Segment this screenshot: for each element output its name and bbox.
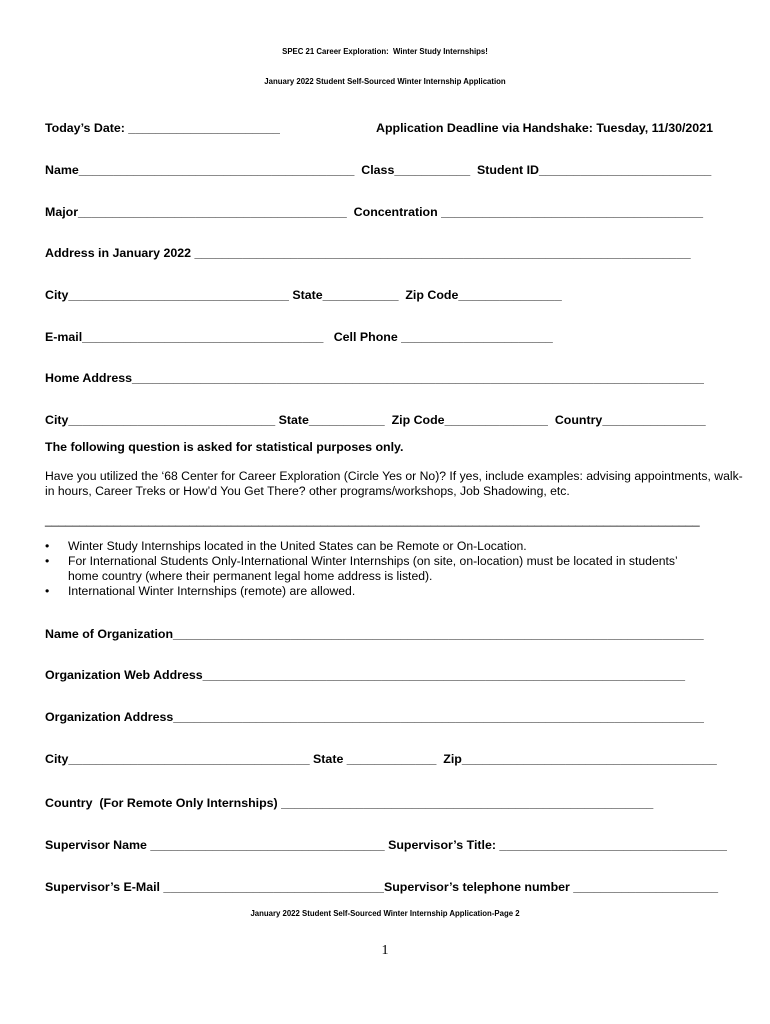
- home-address-field[interactable]: Home Address___________________________________________________________________________________: [45, 371, 704, 385]
- organization-address-field[interactable]: Organization Address_____________________________________________________________________________: [45, 710, 704, 724]
- todays-date-field[interactable]: Today’s Date: ______________________: [45, 121, 280, 135]
- home-city-state-zip-country-row[interactable]: City______________________________ State___________ Zip Code_______________ Country_______________: [45, 413, 706, 427]
- bullet-icon: •: [45, 539, 50, 553]
- city-state-zip-row[interactable]: City________________________________ State___________ Zip Code_______________: [45, 288, 562, 302]
- bullet-icon: •: [45, 584, 50, 598]
- bullet-icon: •: [45, 554, 50, 568]
- statistical-heading: The following question is asked for statistical purposes only.: [45, 440, 404, 454]
- application-deadline: Application Deadline via Handshake: Tuesday, 11/30/2021: [376, 121, 713, 135]
- list-item: • International Winter Internships (remote) are allowed.: [45, 584, 356, 598]
- question-answer-line[interactable]: _______________________________________________________________________________________________: [45, 513, 700, 527]
- email-cellphone-row[interactable]: E-mail___________________________________ Cell Phone ______________________: [45, 330, 553, 344]
- supervisor-name-title-row[interactable]: Supervisor Name __________________________________ Supervisor’s Title: _________________________________: [45, 838, 727, 852]
- list-item: • Winter Study Internships located in the United States can be Remote or On-Location.: [45, 539, 527, 553]
- supervisor-email-phone-row[interactable]: Supervisor’s E-Mail ________________________________Supervisor’s telephone number _____________________: [45, 880, 719, 894]
- organization-name-field[interactable]: Name of Organization_____________________________________________________________________________: [45, 627, 704, 641]
- address-january-field[interactable]: Address in January 2022 ________________________________________________________________________: [45, 246, 691, 260]
- name-class-studentid-row[interactable]: Name________________________________________ Class___________ Student ID_________________________: [45, 163, 712, 177]
- career-center-question: Have you utilized the ‘68 Center for Career Exploration (Circle Yes or No)? If yes, include examples: advising appointments, walk-in hours, Career Treks or How’d You Get There? other programs/workshops, Job Shadowing, etc.: [45, 469, 743, 498]
- organization-city-state-zip-row[interactable]: City___________________________________ State _____________ Zip_____________________________________: [45, 752, 717, 766]
- organization-web-field[interactable]: Organization Web Address______________________________________________________________________: [45, 668, 686, 682]
- major-concentration-row[interactable]: Major_______________________________________ Concentration ______________________________________: [45, 205, 703, 219]
- country-remote-field[interactable]: Country (For Remote Only Internships) ______________________________________________________: [45, 796, 654, 810]
- internship-rules-list: [45, 539, 705, 599]
- page2-title: January 2022 Student Self-Sourced Winter Internship Application-Page 2: [250, 909, 520, 918]
- form-subtitle: January 2022 Student Self-Sourced Winter Internship Application: [264, 77, 506, 86]
- form-title: SPEC 21 Career Exploration: Winter Study Internships!: [282, 47, 488, 56]
- page-number: 1: [381, 943, 389, 958]
- list-item: • For International Students Only-International Winter Internships (on site, on-location) must be located in students’ home country (where their permanent legal home address is listed).: [45, 554, 678, 583]
